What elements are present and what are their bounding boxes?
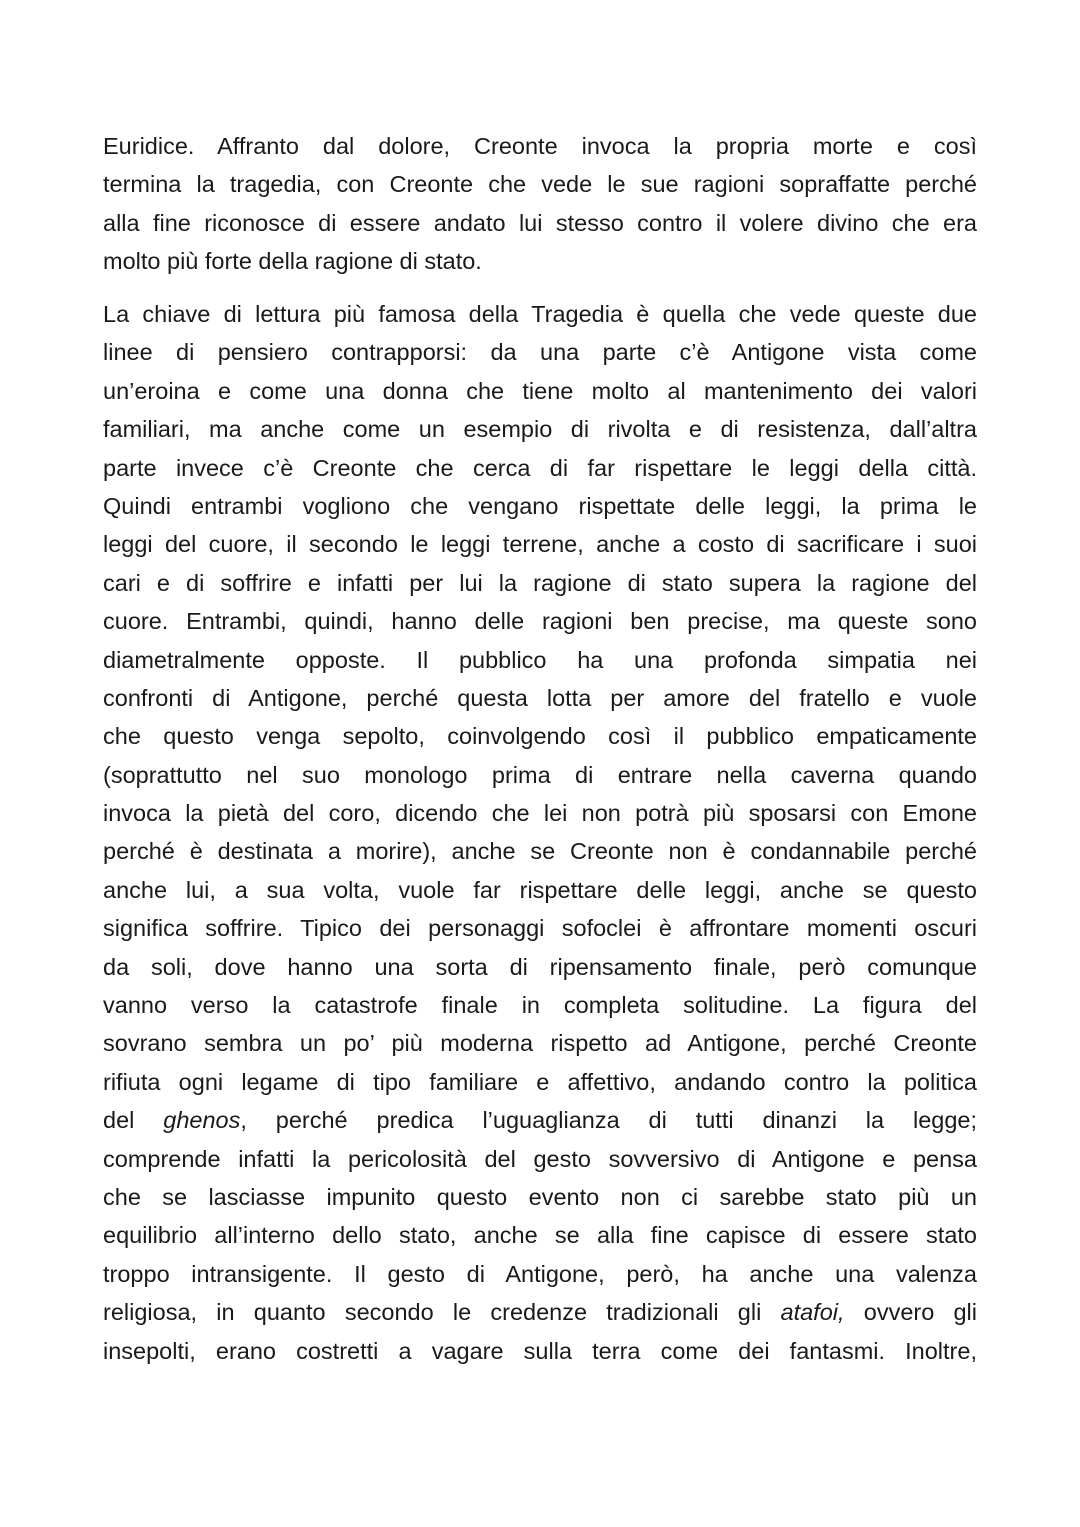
text-line: La chiave di lettura più famosa della Tragedia è quella che vede queste due xyxy=(103,301,977,327)
text-line: un’eroina e come una donna che tiene molto al mantenimento dei valori xyxy=(103,377,977,404)
text-line: leggi del cuore, il secondo le leggi terrene, anche a costo di sacrificare i suoi xyxy=(103,531,977,558)
text-line: cuore. Entrambi, quindi, hanno delle ragioni ben precise, ma queste sono xyxy=(103,608,977,635)
text-line: che questo venga sepolto, coinvolgendo così il pubblico empaticamente xyxy=(103,723,977,750)
text-line: parte invece c’è Creonte che cerca di far rispettare le leggi della città. xyxy=(103,454,977,481)
text-segment: religiosa, in quanto secondo le credenze tradizionali gli xyxy=(103,1299,781,1326)
text-line: Quindi entrambi vogliono che vengano rispettate delle leggi, la prima le xyxy=(103,492,977,519)
text-line: vanno verso la catastrofe finale in completa solitudine. La figura del xyxy=(103,992,977,1019)
text-line: familiari, ma anche come un esempio di rivolta e di resistenza, dall’altra xyxy=(103,416,977,443)
text-line: comprende infatti la pericolosità del gesto sovversivo di Antigone e pensa xyxy=(103,1145,977,1172)
italic-term: atafoi, xyxy=(780,1299,845,1326)
text-line-atafoi xyxy=(103,1293,977,1331)
text-line: da soli, dove hanno una sorta di ripensamento finale, però comunque xyxy=(103,953,977,980)
text-line: alla fine riconosce di essere andato lui stesso contro il volere divino che era xyxy=(103,209,977,236)
text-line: insepolti, erano costretti a vagare sulla terra come dei fantasmi. Inoltre, xyxy=(103,1337,977,1364)
paragraph-2 xyxy=(103,295,977,1370)
paragraph-1 xyxy=(103,127,977,281)
italic-term: ghenos xyxy=(163,1107,241,1134)
text-line: troppo intransigente. Il gesto di Antigone, però, ha anche una valenza xyxy=(103,1260,977,1287)
text-segment: del xyxy=(103,1107,164,1134)
text-line: termina la tragedia, con Creonte che vede le sue ragioni sopraffatte perché xyxy=(103,171,977,198)
text-line: invoca la pietà del coro, dicendo che lei non potrà più sposarsi con Emone xyxy=(103,800,977,827)
text-line: (soprattutto nel suo monologo prima di entrare nella caverna quando xyxy=(103,761,977,788)
text-line: diametralmente opposte. Il pubblico ha una profonda simpatia nei xyxy=(103,646,977,673)
text-line: molto più forte della ragione di stato. xyxy=(103,248,482,275)
text-line: confronti di Antigone, perché questa lotta per amore del fratello e vuole xyxy=(103,684,977,711)
text-line: cari e di soffrire e infatti per lui la ragione di stato supera la ragione del xyxy=(103,569,977,596)
text-line: sovrano sembra un po’ più moderna rispetto ad Antigone, perché Creonte xyxy=(103,1030,977,1057)
text-line: rifiuta ogni legame di tipo familiare e affettivo, andando contro la politica xyxy=(103,1068,977,1095)
text-segment: , perché predica l’uguaglianza di tutti dinanzi la legge; xyxy=(240,1107,978,1134)
text-line: equilibrio all’interno dello stato, anche se alla fine capisce di essere stato xyxy=(103,1222,977,1249)
text-line: significa soffrire. Tipico dei personaggi sofoclei è affrontare momenti oscuri xyxy=(103,915,977,942)
text-line: linee di pensiero contrapporsi: da una parte c’è Antigone vista come xyxy=(103,339,977,366)
text-line: perché è destinata a morire), anche se Creonte non è condannabile perché xyxy=(103,838,977,865)
text-line: anche lui, a sua volta, vuole far rispettare delle leggi, anche se questo xyxy=(103,876,977,903)
text-segment: ovvero gli xyxy=(844,1299,978,1326)
text-line: che se lasciasse impunito questo evento non ci sarebbe stato più un xyxy=(103,1183,977,1210)
text-line-ghenos xyxy=(103,1101,977,1139)
text-line: Euridice. Affranto dal dolore, Creonte invoca la propria morte e così xyxy=(103,133,977,159)
